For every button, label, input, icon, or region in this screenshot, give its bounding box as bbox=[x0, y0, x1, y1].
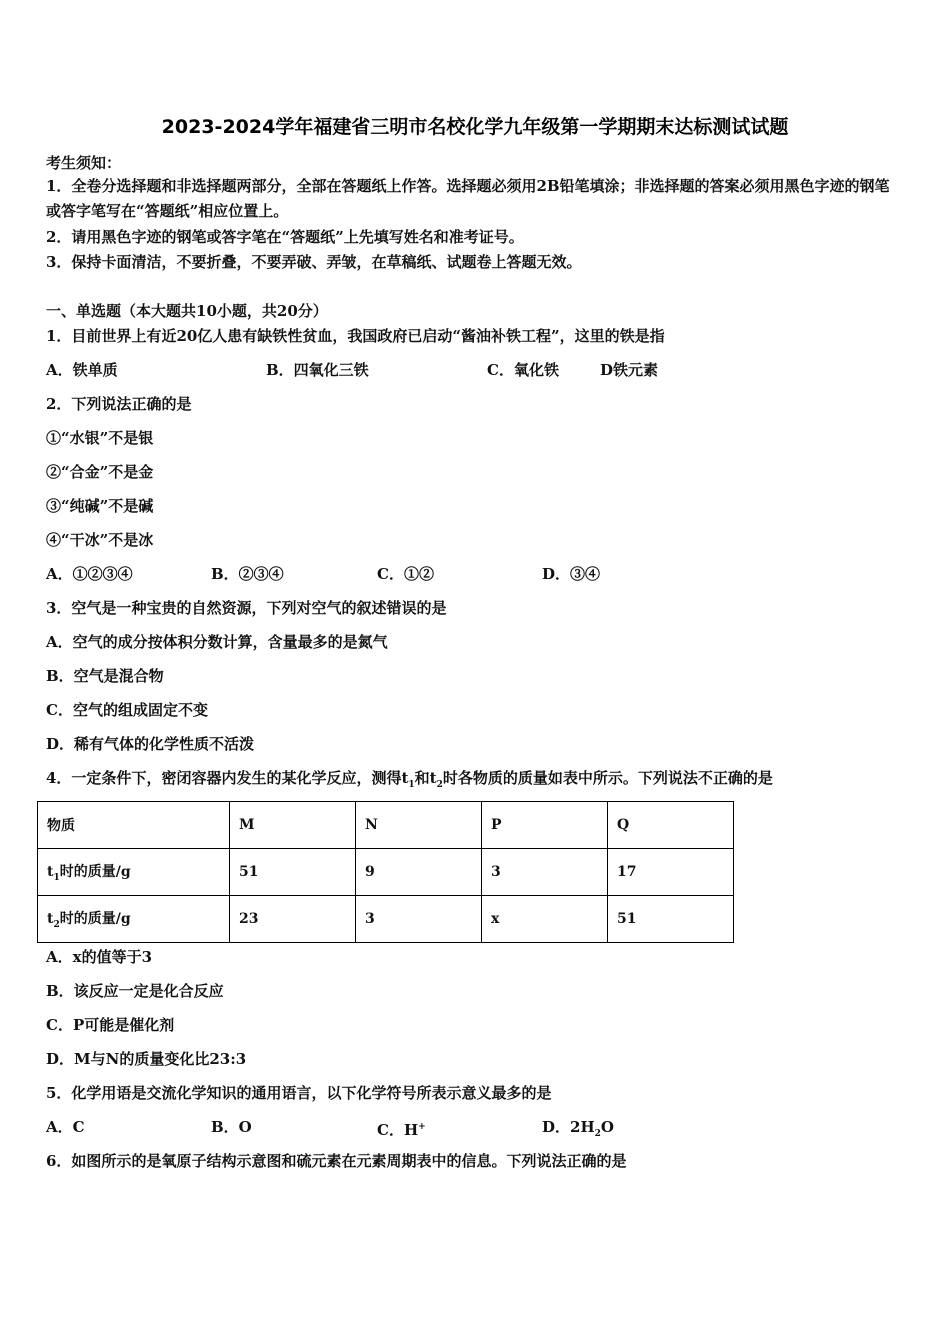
table-cell: 3 bbox=[356, 896, 482, 943]
table-row bbox=[38, 849, 734, 896]
mass-table bbox=[37, 801, 734, 943]
table-cell: x bbox=[482, 896, 608, 943]
section-heading: 一、单选题（本大题共10小题，共20分） bbox=[46, 302, 328, 320]
row-label-text: 时的质量/g bbox=[59, 911, 131, 928]
table-header-cell: 物质 bbox=[38, 802, 230, 849]
q3-option-b: B．空气是混合物 bbox=[46, 667, 164, 685]
q2-statement-4: ④“干冰”不是冰 bbox=[46, 531, 154, 549]
table-row bbox=[38, 896, 734, 943]
q3-option-a: A．空气的成分按体积分数计算，含量最多的是氮气 bbox=[46, 633, 388, 651]
question-6-stem: 6．如图所示的是氧原子结构示意图和硫元素在元素周期表中的信息。下列说法正确的是 bbox=[46, 1152, 627, 1170]
table-header-cell: M bbox=[230, 802, 356, 849]
q2-option-b: B．②③④ bbox=[211, 565, 284, 583]
q4-option-d: D．M与N的质量变化比23:3 bbox=[46, 1050, 247, 1068]
row-label-sub: 1 bbox=[53, 872, 60, 883]
row-label-text: 时的质量/g bbox=[59, 864, 131, 881]
question-5-stem: 5．化学用语是交流化学知识的通用语言，以下化学符号所表示意义最多的是 bbox=[46, 1084, 552, 1102]
q5-option-b: B．O bbox=[211, 1118, 252, 1136]
q1-option-b: B．四氧化三铁 bbox=[266, 361, 369, 379]
q5-option-c-text: C．H bbox=[377, 1121, 419, 1139]
q2-option-a: A．①②③④ bbox=[46, 565, 133, 583]
table-cell: 9 bbox=[356, 849, 482, 896]
notice-heading: 考生须知： bbox=[46, 154, 122, 172]
table-cell: 23 bbox=[230, 896, 356, 943]
q2-statement-1: ①“水银”不是银 bbox=[46, 429, 154, 447]
q4-stem-part-b: 和t bbox=[414, 769, 437, 787]
question-3-stem: 3．空气是一种宝贵的自然资源，下列对空气的叙述错误的是 bbox=[46, 599, 447, 617]
row-label-t: t bbox=[47, 911, 54, 928]
q4-stem-part-c: 时各物质的质量如表中所示。下列说法不正确的是 bbox=[442, 769, 773, 787]
question-1-stem: 1．目前世界上有近20亿人患有缺铁性贫血，我国政府已启动“酱油补铁工程”，这里的铁是指 bbox=[46, 327, 665, 345]
row-label-t: t bbox=[47, 864, 54, 881]
notice-item-1: 1．全卷分选择题和非选择题两部分，全部在答题纸上作答。选择题必须用2B铅笔填涂；非选择题的答案必须用黑色字迹的钢笔或答字笔写在“答题纸”相应位置上。 bbox=[46, 177, 890, 220]
q3-option-d: D．稀有气体的化学性质不活泼 bbox=[46, 735, 255, 753]
q5-option-c-sup: + bbox=[418, 1122, 426, 1132]
q2-statement-2: ②“合金”不是金 bbox=[46, 463, 154, 481]
table-header-cell: P bbox=[482, 802, 608, 849]
q5-option-d bbox=[542, 1117, 614, 1144]
question-2-stem: 2．下列说法正确的是 bbox=[46, 395, 192, 413]
q5-option-d-text-b: O bbox=[600, 1118, 614, 1136]
q1-option-c: C．氧化铁 bbox=[487, 361, 559, 379]
question-4-stem bbox=[46, 768, 773, 795]
notice-item-2: 2．请用黑色字迹的钢笔或答字笔在“答题纸”上先填写姓名和准考证号。 bbox=[46, 228, 524, 246]
q5-option-d-text-a: D．2H bbox=[542, 1118, 595, 1136]
q4-stem-part-a: 4．一定条件下，密闭容器内发生的某化学反应，测得t bbox=[46, 769, 409, 787]
q4-option-c: C．P可能是催化剂 bbox=[46, 1016, 175, 1034]
table-cell: 17 bbox=[608, 849, 734, 896]
q4-option-b: B．该反应一定是化合反应 bbox=[46, 982, 224, 1000]
q1-option-d: D铁元素 bbox=[600, 361, 659, 379]
row-label-t1 bbox=[38, 849, 230, 896]
q5-option-a: A．C bbox=[46, 1118, 85, 1136]
table-cell: 3 bbox=[482, 849, 608, 896]
table-header-row bbox=[38, 802, 734, 849]
notice-item-3: 3．保持卡面清洁，不要折叠，不要弄破、弄皱，在草稿纸、试题卷上答题无效。 bbox=[46, 253, 582, 271]
q4-stem-sub-2: 2 bbox=[436, 780, 443, 790]
q3-option-c: C．空气的组成固定不变 bbox=[46, 701, 208, 719]
table-cell: 51 bbox=[608, 896, 734, 943]
q4-stem-sub-1: 1 bbox=[408, 780, 415, 790]
q2-option-c: C．①② bbox=[377, 565, 434, 583]
q4-option-a: A．x的值等于3 bbox=[46, 948, 153, 966]
q5-option-c bbox=[377, 1117, 426, 1140]
q1-option-a: A．铁单质 bbox=[46, 361, 118, 379]
q2-statement-3: ③“纯碱”不是碱 bbox=[46, 497, 154, 515]
row-label-sub: 2 bbox=[53, 919, 60, 930]
table-header-cell: N bbox=[356, 802, 482, 849]
q2-option-d: D．③④ bbox=[542, 565, 601, 583]
table-header-cell: Q bbox=[608, 802, 734, 849]
table-cell: 51 bbox=[230, 849, 356, 896]
row-label-t2 bbox=[38, 896, 230, 943]
page-title: 2023-2024学年福建省三明市名校化学九年级第一学期期末达标测试试题 bbox=[161, 116, 789, 138]
q5-option-d-sub: 2 bbox=[594, 1129, 601, 1139]
